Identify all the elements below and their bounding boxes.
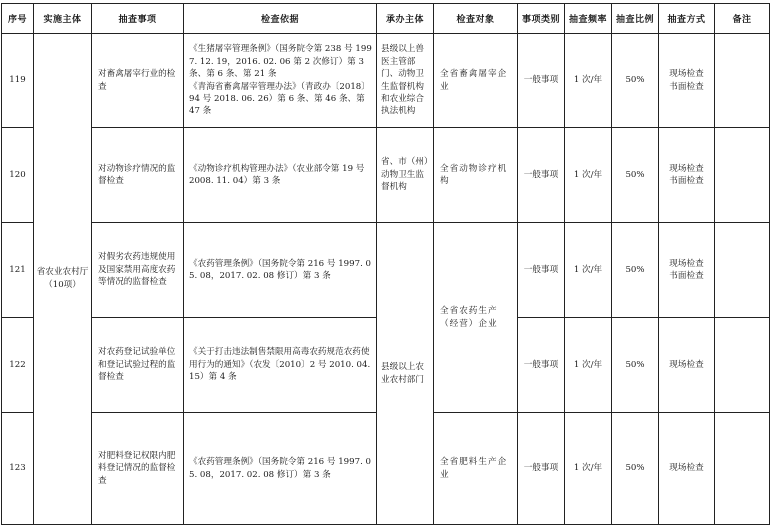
check-frequency: 1 次/年 — [565, 413, 612, 525]
check-method: 现场检查 书面检查 — [659, 34, 715, 128]
inspection-object: 全省畜禽屠宰企业 — [434, 34, 518, 128]
row-number: 121 — [2, 223, 34, 318]
inspection-basis: 《农药管理条例》（国务院令第 216 号 1997. 05. 08，2017. 02. 08 修订）第 3 条 — [184, 413, 377, 525]
check-ratio: 50% — [612, 318, 659, 413]
inspection-basis: 《农药管理条例》（国务院令第 216 号 1997. 05. 08，2017. 02. 08 修订）第 3 条 — [184, 223, 377, 318]
item-category: 一般事项 — [518, 318, 565, 413]
note-cell — [715, 223, 770, 318]
table-row — [2, 128, 770, 223]
header-implementer: 实施主体 — [34, 4, 92, 34]
implementer-name: 省农业农村厅 — [36, 267, 89, 277]
row-number: 119 — [2, 34, 34, 128]
note-cell — [715, 318, 770, 413]
check-frequency: 1 次/年 — [565, 128, 612, 223]
check-ratio: 50% — [612, 34, 659, 128]
header-no: 序号 — [2, 4, 34, 34]
header-method: 抽查方式 — [659, 4, 715, 34]
inspection-object: 全省动物诊疗机构 — [434, 128, 518, 223]
header-frequency: 抽查频率 — [565, 4, 612, 34]
undertaking-subject: 县级以上农业农村部门 — [377, 223, 434, 525]
note-cell — [715, 413, 770, 525]
inspection-basis: 《关于打击违法制售禁限用高毒农药规范农药使用行为的通知》（农发〔2010〕2 号 2010. 04. 15）第 4 条 — [184, 318, 377, 413]
check-ratio: 50% — [612, 223, 659, 318]
check-frequency: 1 次/年 — [565, 34, 612, 128]
header-subject: 承办主体 — [377, 4, 434, 34]
inspection-basis: 《动物诊疗机构管理办法》（农业部令第 19 号 2008. 11. 04）第 3 条 — [184, 128, 377, 223]
check-ratio: 50% — [612, 128, 659, 223]
item-category: 一般事项 — [518, 413, 565, 525]
table-row — [2, 223, 770, 318]
check-frequency: 1 次/年 — [565, 223, 612, 318]
header-ratio: 抽查比例 — [612, 4, 659, 34]
inspection-item: 对动物诊疗情况的监督检查 — [92, 128, 184, 223]
header-category: 事项类别 — [518, 4, 565, 34]
header-row — [2, 4, 770, 34]
note-cell — [715, 34, 770, 128]
undertaking-subject: 省、市（州）动物卫生监督机构 — [377, 128, 434, 223]
check-frequency: 1 次/年 — [565, 318, 612, 413]
header-note: 备注 — [715, 4, 770, 34]
table-row — [2, 34, 770, 128]
row-number: 120 — [2, 128, 34, 223]
header-basis: 检查依据 — [184, 4, 377, 34]
header-item: 抽查事项 — [92, 4, 184, 34]
inspection-object: 全省农药生产（经营）企业 — [434, 223, 518, 413]
row-number: 123 — [2, 413, 34, 525]
item-category: 一般事项 — [518, 128, 565, 223]
inspection-item: 对农药登记试验单位和登记试验过程的监督检查 — [92, 318, 184, 413]
item-category: 一般事项 — [518, 223, 565, 318]
header-object: 检查对象 — [434, 4, 518, 34]
check-method: 现场检查 书面检查 — [659, 128, 715, 223]
inspection-item: 对肥料登记权限内肥料登记情况的监督检查 — [92, 413, 184, 525]
inspection-item: 对假劣农药违规使用及国家禁用高度农药等情况的监督检查 — [92, 223, 184, 318]
item-category: 一般事项 — [518, 34, 565, 128]
row-number: 122 — [2, 318, 34, 413]
implementer-count: （10项） — [44, 280, 81, 290]
implementer-cell — [34, 34, 92, 525]
check-method: 现场检查 — [659, 413, 715, 525]
inspection-basis: 《生猪屠宰管理条例》（国务院令第 238 号 1997. 12. 19，2016. 02. 06 第 2 次修订）第 3 条、第 6 条、第 21 条 《青海省畜禽屠宰管理办法》（青政办〔2018〕94 号 2018. 06. 26）第 6 条、第 46 条、第 47 条 — [184, 34, 377, 128]
inspection-item: 对畜禽屠宰行业的检查 — [92, 34, 184, 128]
check-method: 现场检查 — [659, 318, 715, 413]
note-cell — [715, 128, 770, 223]
undertaking-subject: 县级以上兽医主管部门、动物卫生监督机构和农业综合执法机构 — [377, 34, 434, 128]
check-ratio: 50% — [612, 413, 659, 525]
check-method: 现场检查 书面检查 — [659, 223, 715, 318]
inspection-table — [1, 3, 770, 525]
inspection-object: 全省肥料生产企业 — [434, 413, 518, 525]
